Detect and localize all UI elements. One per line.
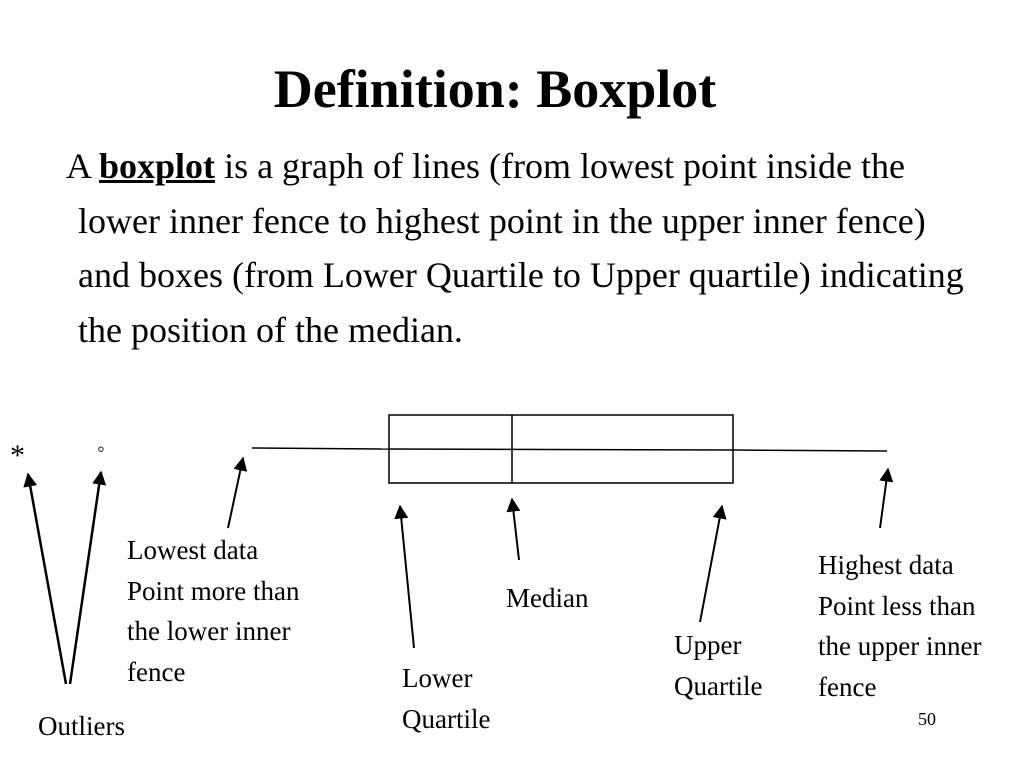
- outlier-arrow-mild: [70, 472, 101, 684]
- label-line: Highest data: [818, 550, 954, 580]
- upper-quartile-arrow: [700, 506, 722, 622]
- slide-number: 50: [918, 709, 936, 729]
- upper-whisker: [733, 450, 887, 451]
- slide-title: Definition: Boxplot: [273, 59, 717, 119]
- label-line: the lower inner: [127, 616, 291, 646]
- label-line: Upper: [674, 630, 742, 660]
- label-lower-quartile: [402, 658, 490, 739]
- mild-outlier-marker: ◦: [97, 436, 105, 461]
- outlier-arrow-extreme: [28, 474, 66, 684]
- label-outliers: Outliers: [38, 711, 125, 741]
- label-line: Lower: [402, 663, 473, 693]
- label-lowest-data-point: [127, 530, 299, 692]
- label-upper-quartile: [674, 625, 762, 706]
- definition-body: is a graph of lines (from lowest point inside the lower inner fence to highest point in the upper inner fence) and boxes (from Lower Quartile to Upper quartile) indicating the position of the median.: [78, 146, 964, 350]
- lower-quartile-arrow: [400, 506, 414, 648]
- lowest-point-arrow: [228, 458, 243, 528]
- definition-prefix: A: [66, 146, 100, 186]
- median-arrow: [512, 499, 519, 560]
- lower-whisker: [252, 448, 389, 449]
- definition-term: boxplot: [99, 146, 216, 186]
- label-line: fence: [818, 671, 877, 702]
- extreme-outlier-marker: *: [10, 439, 25, 472]
- label-line: Quartile: [674, 670, 763, 701]
- label-line: the upper inner: [818, 631, 982, 661]
- label-highest-data-point: [818, 545, 981, 707]
- highest-point-arrow: [880, 469, 888, 528]
- label-line: Quartile: [402, 703, 491, 734]
- label-line: Lowest data: [127, 535, 259, 565]
- label-line: fence: [127, 656, 186, 687]
- label-line: Point less than: [818, 590, 976, 621]
- label-median: Median: [506, 583, 589, 613]
- box-midline: [389, 449, 733, 450]
- label-line: Point more than: [127, 575, 300, 606]
